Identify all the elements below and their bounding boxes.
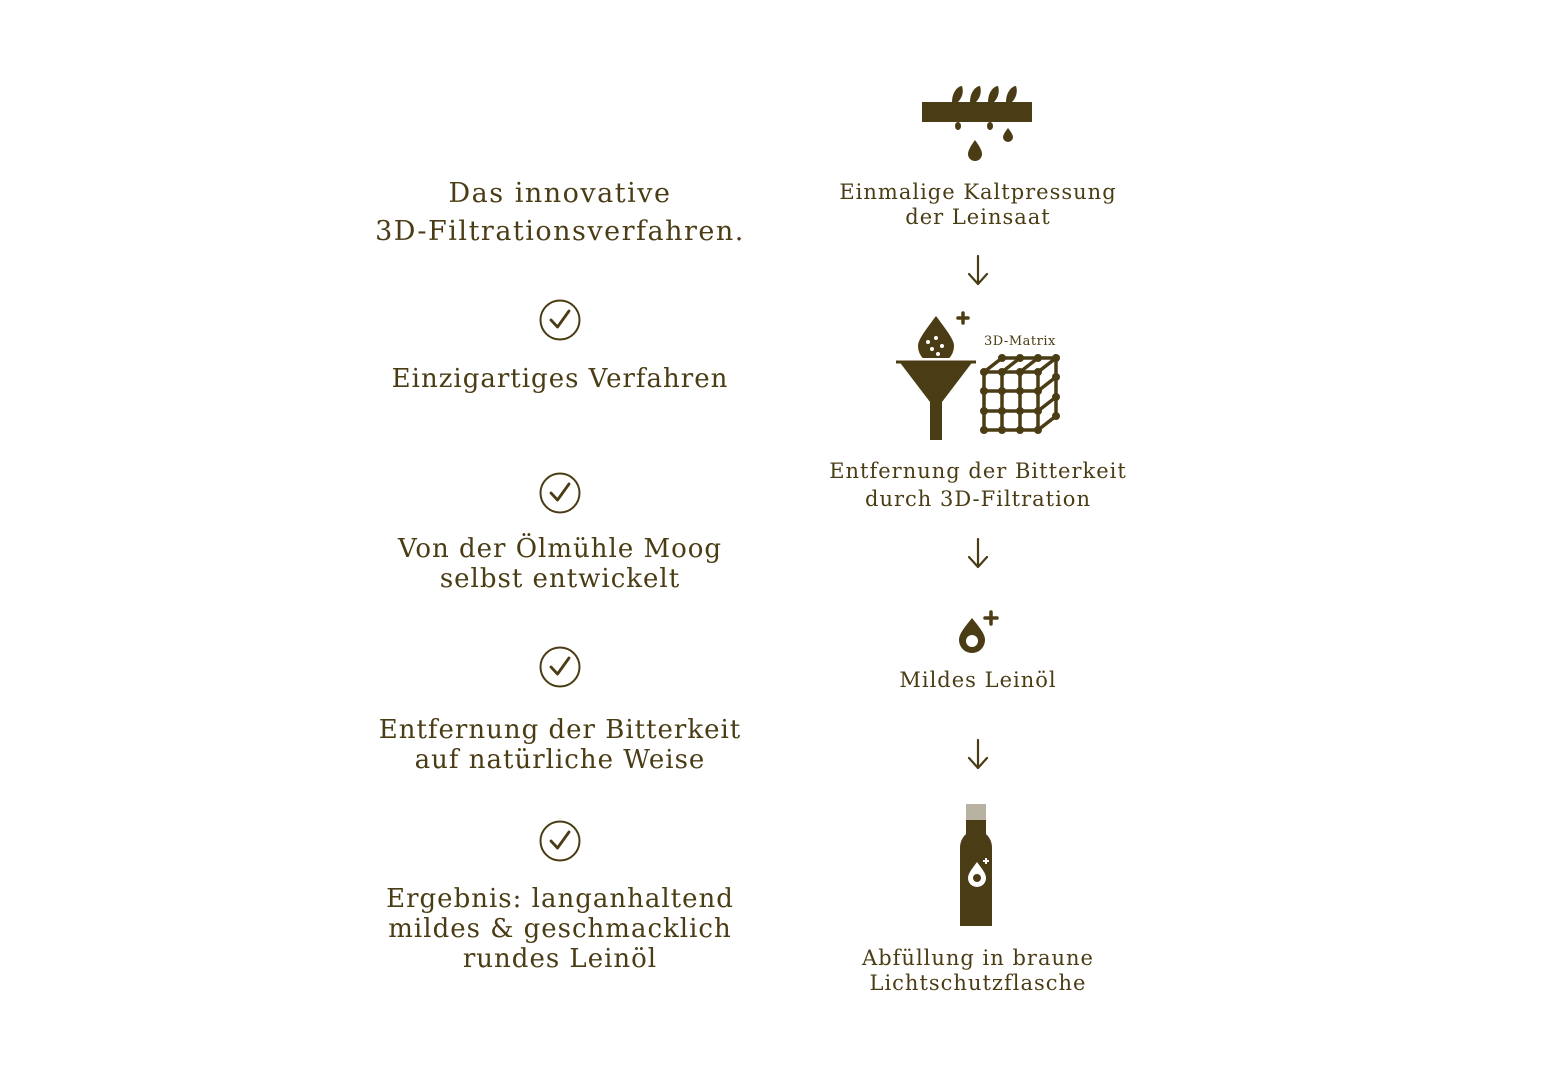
arrow-down-icon <box>966 738 990 772</box>
step-cold-press-label: Einmalige Kaltpressung der Leinsaat <box>839 180 1117 229</box>
check-circle-icon <box>539 820 581 862</box>
arrow-down-icon <box>966 254 990 288</box>
filter-funnel-icon <box>894 304 980 444</box>
oil-drop-plus-icon <box>954 608 1002 656</box>
benefit-unique-process: Einzigartiges Verfahren <box>391 364 729 394</box>
benefit-self-developed: Von der Ölmühle Moog selbst entwickelt <box>397 534 723 594</box>
check-circle-icon <box>539 472 581 514</box>
page-title: Das innovative 3D-Filtrationsverfahren. <box>375 178 745 247</box>
check-circle-icon <box>539 299 581 341</box>
step-mild-oil-label: Mildes Leinöl <box>899 668 1057 692</box>
3d-matrix-icon <box>980 354 1060 436</box>
matrix-label: 3D-Matrix <box>984 334 1056 349</box>
cold-press-icon <box>920 84 1034 162</box>
step-bottling-label: Abfüllung in braune Lichtschutzflasche <box>862 946 1094 995</box>
step-filtration-label: Entfernung der Bitterkeit durch 3D-Filtration <box>829 459 1127 511</box>
benefit-result: Ergebnis: langanhaltend mildes & geschmacklich rundes Leinöl <box>386 884 734 974</box>
arrow-down-icon <box>966 537 990 571</box>
brown-bottle-icon <box>956 804 996 928</box>
benefit-natural-removal: Entfernung der Bitterkeit auf natürliche Weise <box>378 715 742 775</box>
check-circle-icon <box>539 646 581 688</box>
